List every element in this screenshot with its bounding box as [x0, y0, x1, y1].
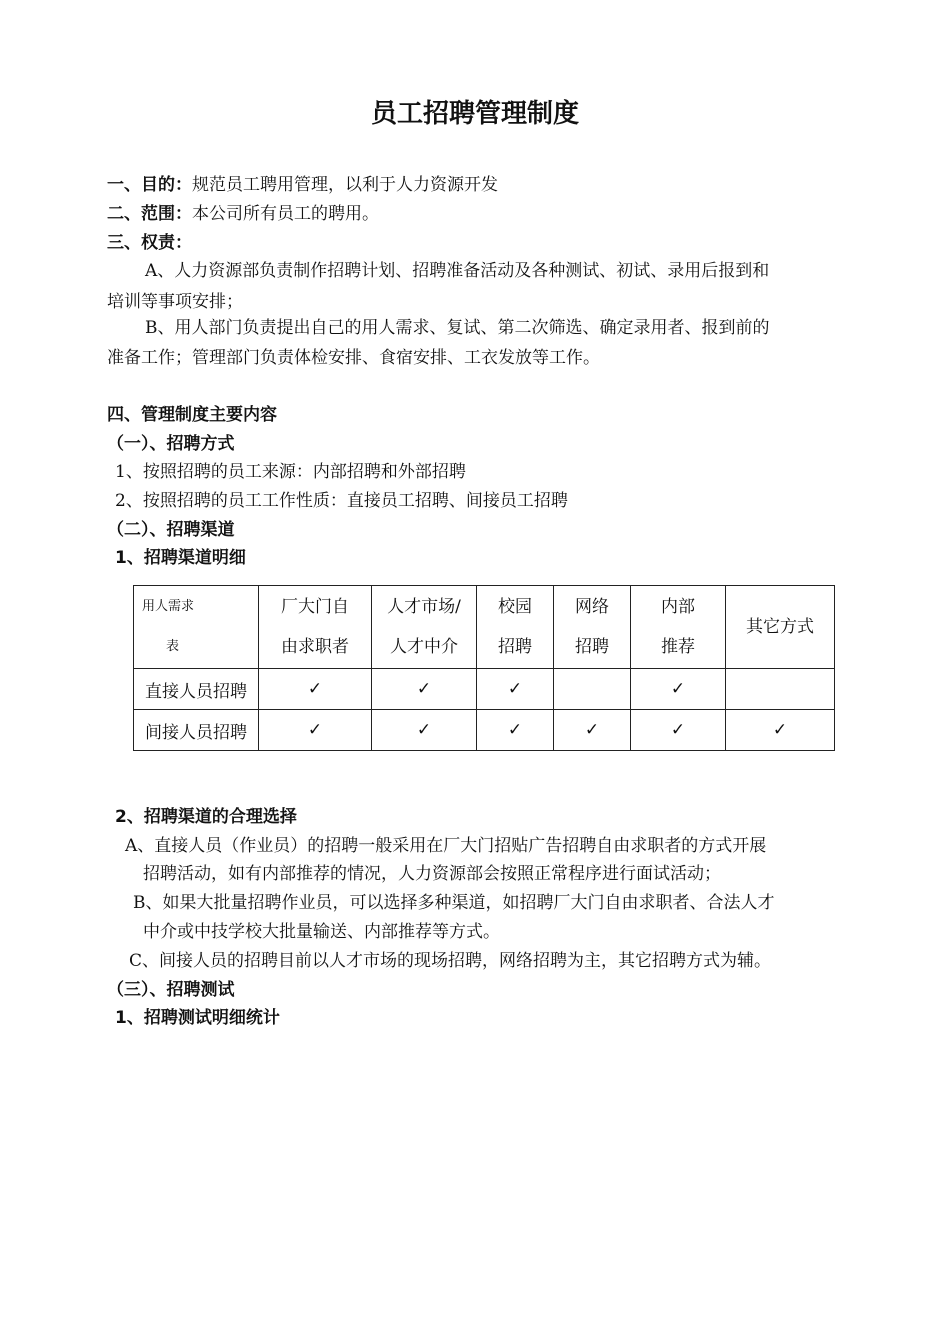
- table-corner-cell: [134, 586, 259, 669]
- table-header-row: [134, 586, 835, 669]
- section-purpose: [107, 174, 498, 196]
- header-line: 推荐: [661, 637, 695, 657]
- row-label: 直接人员招聘: [134, 669, 259, 710]
- header-line: 网络: [575, 597, 609, 617]
- paragraph-line: B、如果大批量招聘作业员，可以选择多种渠道，如招聘厂大门自由求职者、合法人才: [133, 893, 775, 913]
- check-cell: ✓: [259, 710, 372, 751]
- paragraph-line: 招聘活动，如有内部推荐的情况，人力资源部会按照正常程序进行面试活动；: [143, 864, 721, 884]
- check-cell: ✓: [477, 710, 554, 751]
- corner-label: 表: [166, 639, 180, 654]
- section-responsibility-heading: 三、权责：: [107, 233, 192, 253]
- check-cell: ✓: [259, 669, 372, 710]
- check-cell: ✓: [631, 710, 726, 751]
- item-heading: 1、招聘渠道明细: [115, 548, 246, 568]
- check-cell: [554, 669, 631, 710]
- paragraph-line: A、人力资源部负责制作招聘计划、招聘准备活动及各种测试、初试、录用后报到和: [145, 261, 770, 281]
- paragraph-line: 准备工作；管理部门负责体检安排、食宿安排、工衣发放等工作。: [107, 348, 600, 368]
- header-line: 其它方式: [746, 617, 814, 637]
- row-label: 间接人员招聘: [134, 710, 259, 751]
- item-heading: 2、招聘渠道的合理选择: [115, 807, 297, 827]
- header-line: 招聘: [498, 637, 532, 657]
- table-header-cell: [631, 586, 726, 669]
- subsection-heading: （三）、招聘测试: [107, 980, 235, 1000]
- page-title: 员工招聘管理制度: [370, 99, 579, 129]
- check-cell: ✓: [631, 669, 726, 710]
- table-header-cell: [554, 586, 631, 669]
- table-header-cell: [477, 586, 554, 669]
- header-line: 人才市场/: [387, 597, 461, 617]
- section-content-heading: 四、管理制度主要内容: [107, 405, 277, 425]
- header-line: 招聘: [575, 637, 609, 657]
- paragraph-line: A、直接人员（作业员）的招聘一般采用在厂大门招贴广告招聘自由求职者的方式开展: [125, 836, 767, 856]
- list-item: 1、按照招聘的员工来源：内部招聘和外部招聘: [115, 462, 466, 482]
- check-cell: ✓: [726, 710, 835, 751]
- section-label: 一、目的：: [107, 175, 192, 195]
- section-label: 二、范围：: [107, 204, 192, 224]
- corner-label: 用人需求: [142, 599, 195, 614]
- paragraph-line: C、间接人员的招聘目前以人才市场的现场招聘，网络招聘为主，其它招聘方式为辅。: [129, 951, 772, 971]
- table-header-cell: [726, 586, 835, 669]
- check-cell: ✓: [372, 710, 477, 751]
- table-header-cell: [372, 586, 477, 669]
- table-header-cell: [259, 586, 372, 669]
- check-cell: [726, 669, 835, 710]
- table-row: [134, 710, 835, 751]
- header-line: 由求职者: [281, 637, 349, 657]
- section-text: 规范员工聘用管理，以利于人力资源开发: [192, 175, 498, 195]
- section-text: 本公司所有员工的聘用。: [192, 204, 379, 224]
- paragraph-line: 中介或中技学校大批量输送、内部推荐等方式。: [143, 922, 500, 942]
- item-heading: 1、招聘测试明细统计: [115, 1008, 280, 1028]
- header-line: 人才中介: [390, 637, 458, 657]
- paragraph-line: 培训等事项安排；: [107, 292, 243, 312]
- subsection-heading: （二）、招聘渠道: [107, 520, 235, 540]
- section-scope: [107, 203, 379, 225]
- paragraph-line: B、用人部门负责提出自己的用人需求、复试、第二次筛选、确定录用者、报到前的: [145, 318, 770, 338]
- channel-table: [133, 585, 835, 751]
- check-cell: ✓: [372, 669, 477, 710]
- header-line: 校园: [498, 597, 532, 617]
- header-line: 内部: [661, 597, 695, 617]
- list-item: 2、按照招聘的员工工作性质：直接员工招聘、间接员工招聘: [115, 491, 568, 511]
- check-cell: ✓: [477, 669, 554, 710]
- table-row: [134, 669, 835, 710]
- subsection-heading: （一）、招聘方式: [107, 434, 235, 454]
- header-line: 厂大门自: [281, 597, 349, 617]
- check-cell: ✓: [554, 710, 631, 751]
